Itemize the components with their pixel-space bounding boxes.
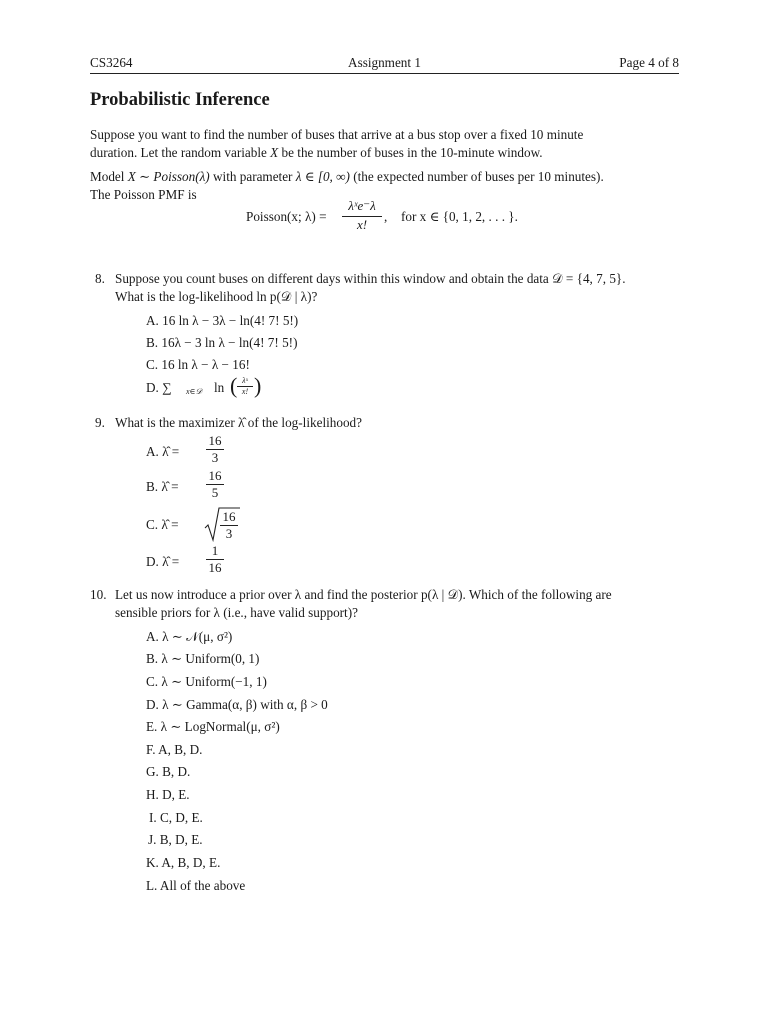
q9-option-d-label: D. λ̂ = [146, 554, 180, 569]
q10-option-a: A. λ ∼ 𝒩(μ, σ²) [146, 629, 233, 644]
q8-option-b: B. 16λ − 3 ln λ − ln(4! 7! 5!) [146, 335, 298, 350]
intro-line-1: Suppose you want to find the number of buses that arrive at a bus stop over a fixed 10 minute [90, 127, 584, 142]
q9-option-c-label: C. λ̂ = [146, 517, 179, 532]
q10-option-b: B. λ ∼ Uniform(0, 1) [146, 651, 260, 666]
pmf-comma: , [384, 209, 388, 224]
model-line: Model X ∼ Poisson(λ) with parameter λ ∈ [0, ∞) (the expected number of buses per 10 minutes). [90, 169, 604, 184]
q10-option-d: D. λ ∼ Gamma(α, β) with α, β > 0 [146, 697, 328, 712]
q9-option-d-fraction: $\frac{1}{16}$ [206, 543, 224, 576]
q10-option-j: J. B, D, E. [148, 832, 203, 847]
q8-option-a: A. 16 ln λ − 3λ − ln(4! 7! 5!) [146, 313, 299, 328]
q9-option-b-label: B. λ̂ = [146, 479, 179, 494]
pmf-numerator: λˣe⁻λ [342, 198, 382, 217]
q8-option-c: C. 16 ln λ − λ − 16! [146, 357, 250, 372]
q9-option-a-fraction: $\frac{16}{3}$ [206, 433, 224, 466]
q10-line-2: sensible priors for λ (i.e., have valid support)? [115, 605, 358, 620]
q10-option-l: L. All of the above [146, 878, 246, 893]
q8-optd-subscript: x∈𝒟 [186, 387, 202, 396]
q8-number: 8. [95, 271, 105, 286]
q10-option-k: K. A, B, D, E. [146, 855, 221, 870]
pmf-lhs: Poisson(x; λ) = [246, 209, 327, 224]
q10-option-g: G. B, D. [146, 764, 191, 779]
q10-option-c: C. λ ∼ Uniform(−1, 1) [146, 674, 267, 689]
q8-optd-ln: ln [214, 380, 225, 395]
q9-option-a-label: A. λ̂ = [146, 444, 180, 459]
q9-option-c-sqrt: $\frac{16}{3}$ [204, 506, 240, 542]
q8-line-1: Suppose you count buses on different days within this window and obtain the data 𝒟 = {4, 7, 5}. [115, 271, 626, 286]
pmf-intro-line: The Poisson PMF is [90, 187, 197, 202]
pmf-fraction [342, 198, 382, 234]
page-header [90, 53, 679, 74]
q10-line-1: Let us now introduce a prior over λ and find the posterior p(λ | 𝒟). Which of the following are [115, 587, 612, 602]
q10-number: 10. [90, 587, 107, 602]
q10-option-i: I. C, D, E. [149, 810, 203, 825]
q8-line-2: What is the log-likelihood ln p(𝒟 | λ)? [115, 289, 318, 304]
pmf-domain: for x ∈ {0, 1, 2, . . . }. [401, 209, 518, 224]
q9-text: What is the maximizer λ̂ of the log-likelihood? [115, 415, 362, 430]
course-code: CS3264 [90, 55, 133, 70]
q10-option-h: H. D, E. [146, 787, 190, 802]
q9-option-b-fraction: $\frac{16}{5}$ [206, 468, 224, 501]
intro-line-2: duration. Let the random variable X be the number of buses in the 10-minute window. [90, 145, 543, 160]
q8-optd-fraction: λˣ x! [237, 376, 253, 397]
pmf-denominator: x! [356, 216, 368, 232]
section-title: Probabilistic Inference [90, 90, 270, 110]
page-number: Page 4 of 8 [619, 55, 679, 70]
q9-number: 9. [95, 415, 105, 430]
assignment-title: Assignment 1 [348, 55, 421, 70]
q10-option-f: F. A, B, D. [146, 742, 203, 757]
q10-option-e: E. λ ∼ LogNormal(μ, σ²) [146, 719, 280, 734]
